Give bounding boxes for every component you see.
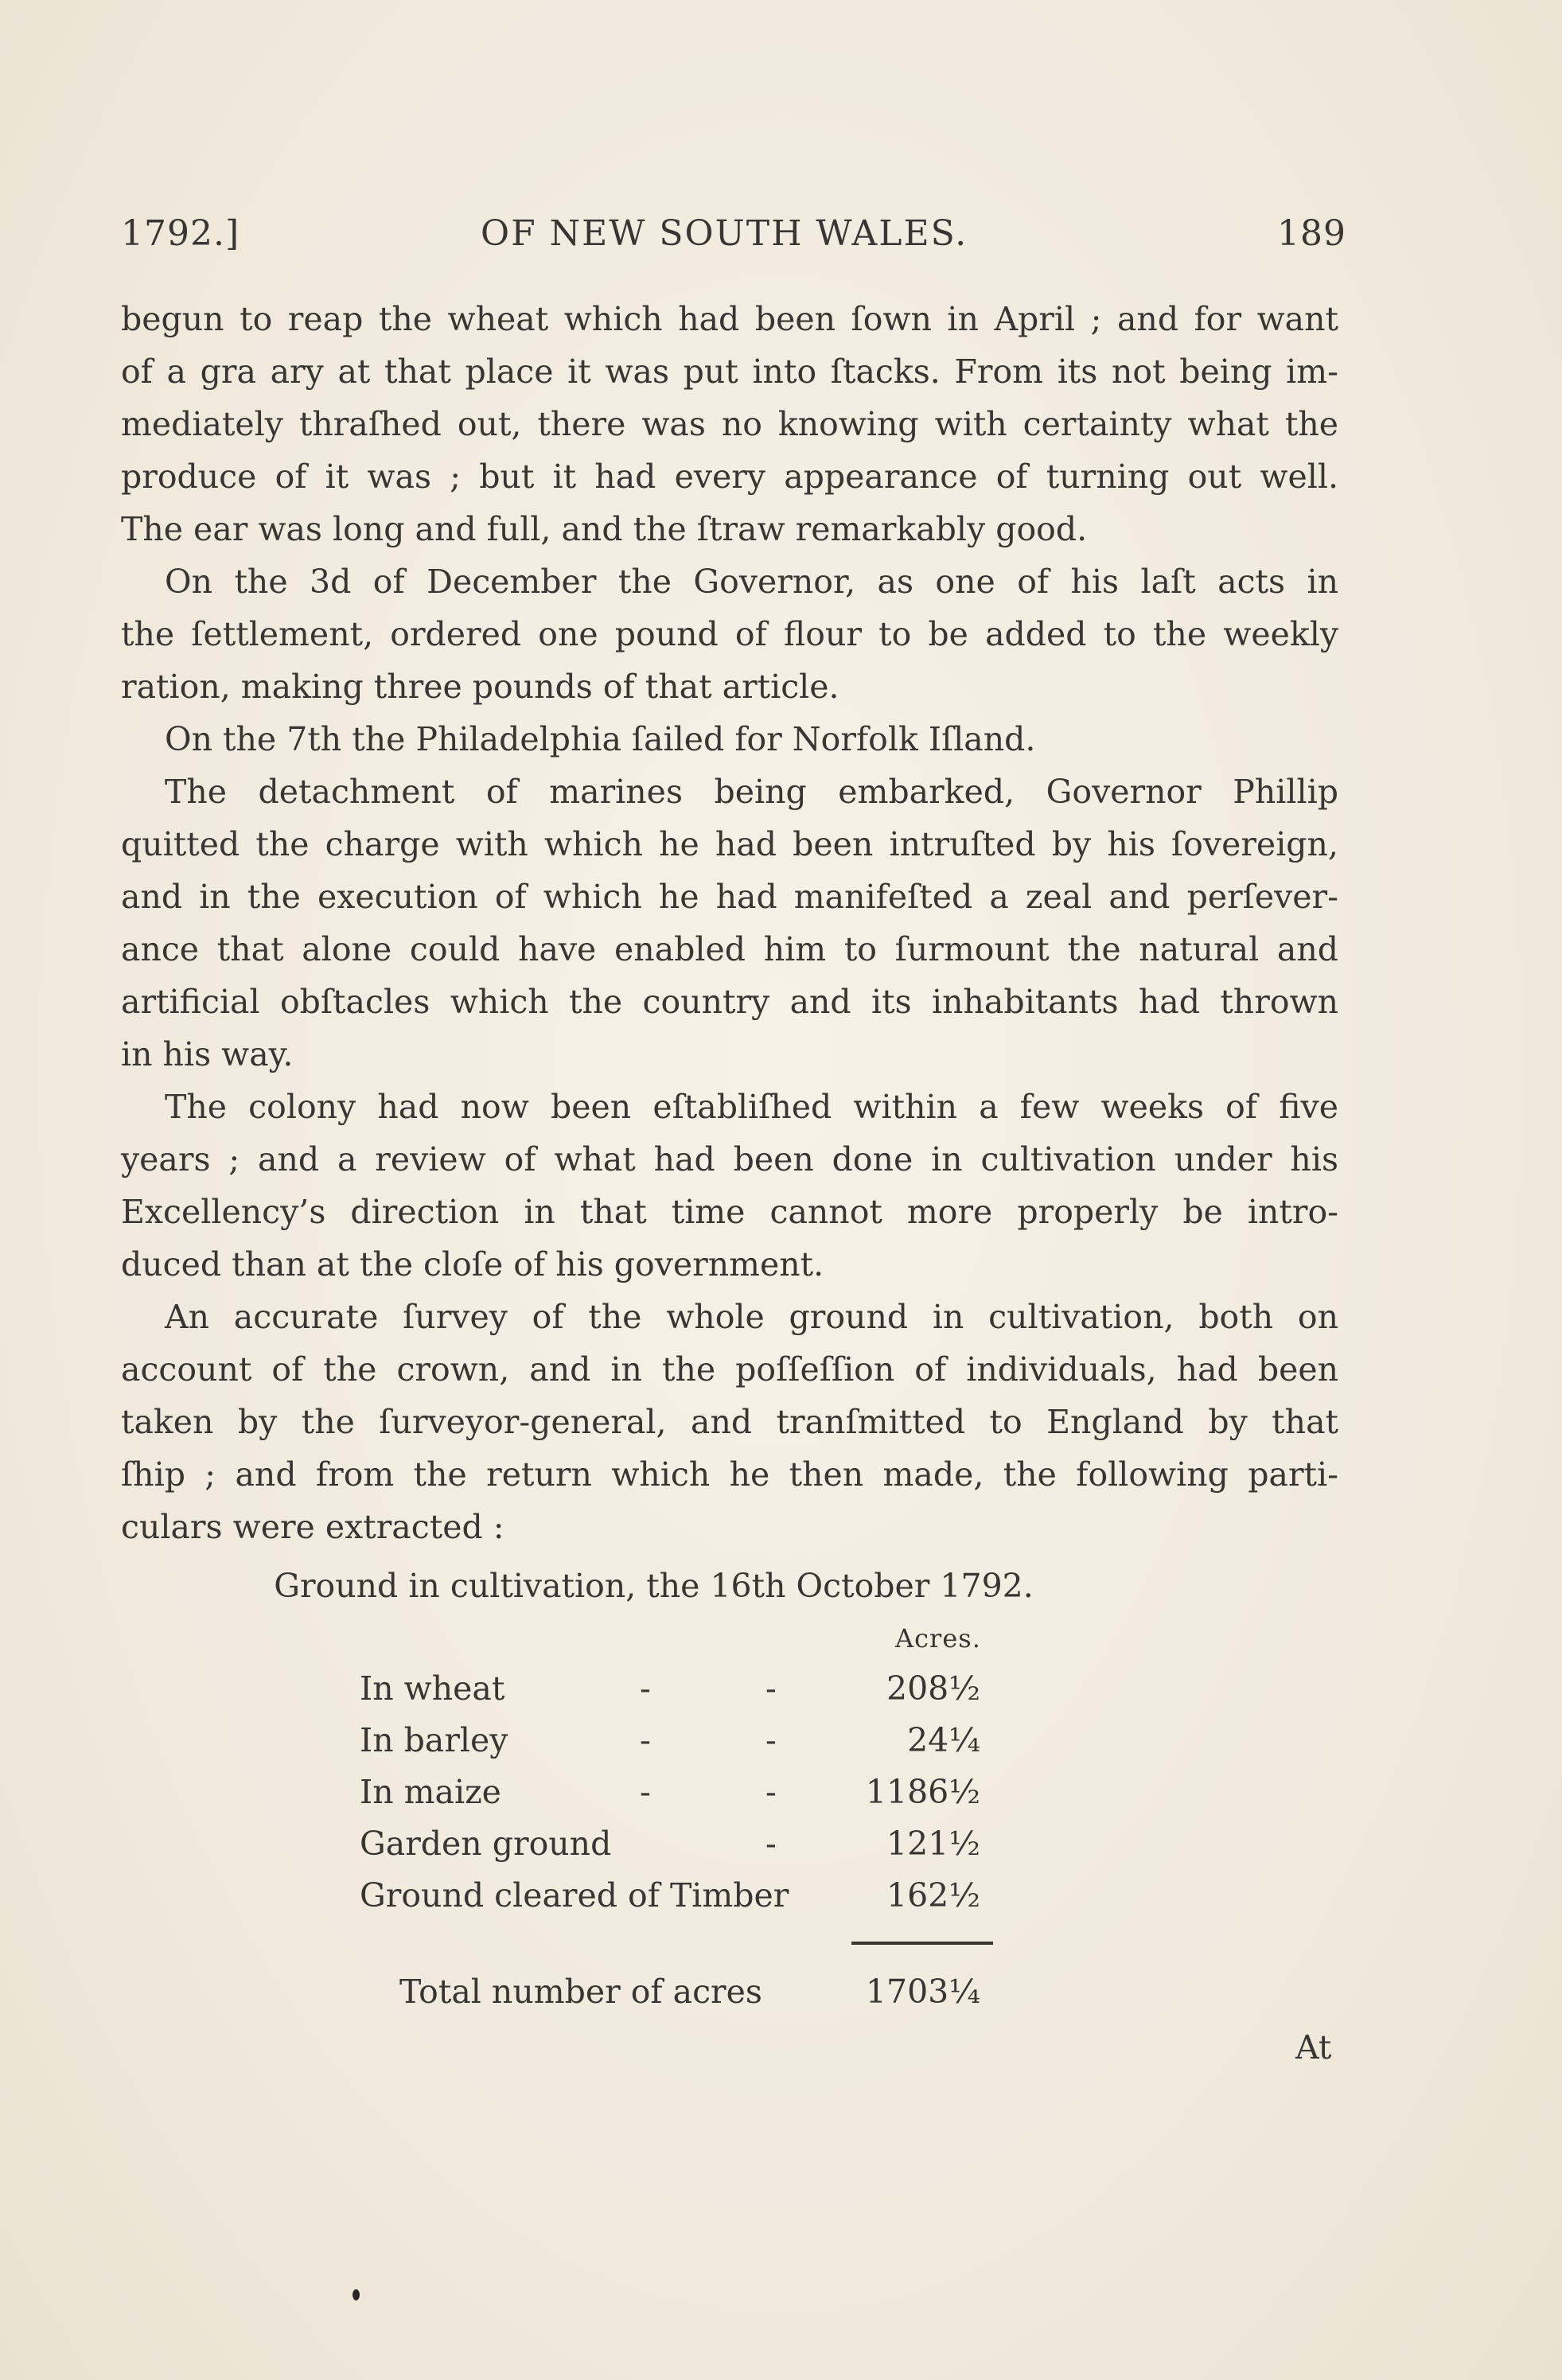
page-number: 189 [1277,213,1346,254]
text-line: quitted the charge with which he had been intruſted by his ſovereign, [121,825,1338,863]
text-line: The detachment of marines being embarked, Governor Phillip [165,773,1338,811]
leader-dash: - [640,1721,651,1759]
text-line: ance that alone could have enabled him to ſurmount the natural and [121,930,1338,968]
row-label: In wheat [360,1669,505,1708]
table-caption-text: Ground in cultivation, the 16th October 1792. [274,1567,1034,1605]
row-label: In barley [360,1721,508,1759]
text-line: and in the execution of which he had manifeſted a zeal and perſever- [121,878,1338,916]
row-label: Garden ground [360,1825,612,1863]
cultivation-table [360,1663,996,1922]
leader-dash: - [765,1773,777,1811]
text-line: artificial obſtacles which the country and its inhabitants had thrown [121,983,1338,1021]
running-head-title: OF NEW SOUTH WALES. [481,213,968,254]
row-value: 1186½ [865,1773,980,1811]
text-line: of a gra ary at that place it was put into ſtacks. From its not being im- [121,353,1338,391]
text-line: culars were extracted : [121,1508,504,1546]
leader-dash: - [765,1669,777,1708]
text-line: duced than at the cloſe of his government. [121,1245,824,1283]
acres-column-header: Acres. [895,1623,981,1654]
text-line: the ſettlement, ordered one pound of flour to be added to the weekly [121,615,1338,653]
table-row [360,1766,996,1818]
catchword: At [1295,2028,1332,2066]
table-caption [0,1560,1562,1612]
leader-dash: - [765,1825,777,1863]
total-row [399,1965,996,2018]
text-line: begun to reap the wheat which had been ſown in April ; and for want [121,300,1338,338]
row-label: In maize [360,1773,501,1811]
table-row [360,1663,996,1715]
body-text [121,293,1338,1553]
text-line: account of the crown, and in the poſſeſſion of individuals, had been [121,1350,1338,1389]
leader-dash: - [640,1773,651,1811]
text-line: On the 3d of December the Governor, as one of his laſt acts in [165,563,1338,601]
row-value: 162½ [886,1876,980,1915]
text-line: mediately thraſhed out, there was no knowing with certainty what the [121,405,1338,443]
table-row [360,1818,996,1870]
row-value: 208½ [886,1669,980,1708]
text-line: ration, making three pounds of that article. [121,668,839,706]
text-line: The ear was long and full, and the ſtraw remarkably good. [121,510,1088,548]
text-line: On the 7th the Philadelphia ſailed for Norfolk Iſland. [165,720,1036,758]
text-line: The colony had now been eſtabliſhed within a few weeks of five [165,1088,1338,1126]
table-row [360,1715,996,1766]
ink-speck [353,2289,360,2300]
row-value: 24¼ [907,1721,980,1759]
total-label: Total number of acres [399,1973,762,2011]
table-row [360,1870,996,1922]
row-label: Ground cleared of Timber [360,1876,789,1915]
text-line: Excellency’s direction in that time cannot more properly be intro- [121,1193,1338,1231]
text-line: produce of it was ; but it had every appearance of turning out well. [121,458,1338,496]
total-value: 1703¼ [865,1973,980,2011]
leader-dash: - [765,1721,777,1759]
row-value: 121½ [886,1825,980,1863]
text-line: taken by the ſurveyor-general, and tranſmitted to England by that [121,1403,1338,1441]
text-line: in his way. [121,1035,294,1073]
running-head-year: 1792.] [121,213,240,254]
text-line: years ; and a review of what had been done in cultivation under his [121,1140,1338,1178]
text-line: ſhip ; and from the return which he then made, the following parti- [121,1455,1338,1494]
running-head [121,213,1346,261]
leader-dash: - [640,1669,651,1708]
sum-rule [851,1942,993,1945]
text-line: An accurate ſurvey of the whole ground in cultivation, both on [165,1298,1338,1336]
